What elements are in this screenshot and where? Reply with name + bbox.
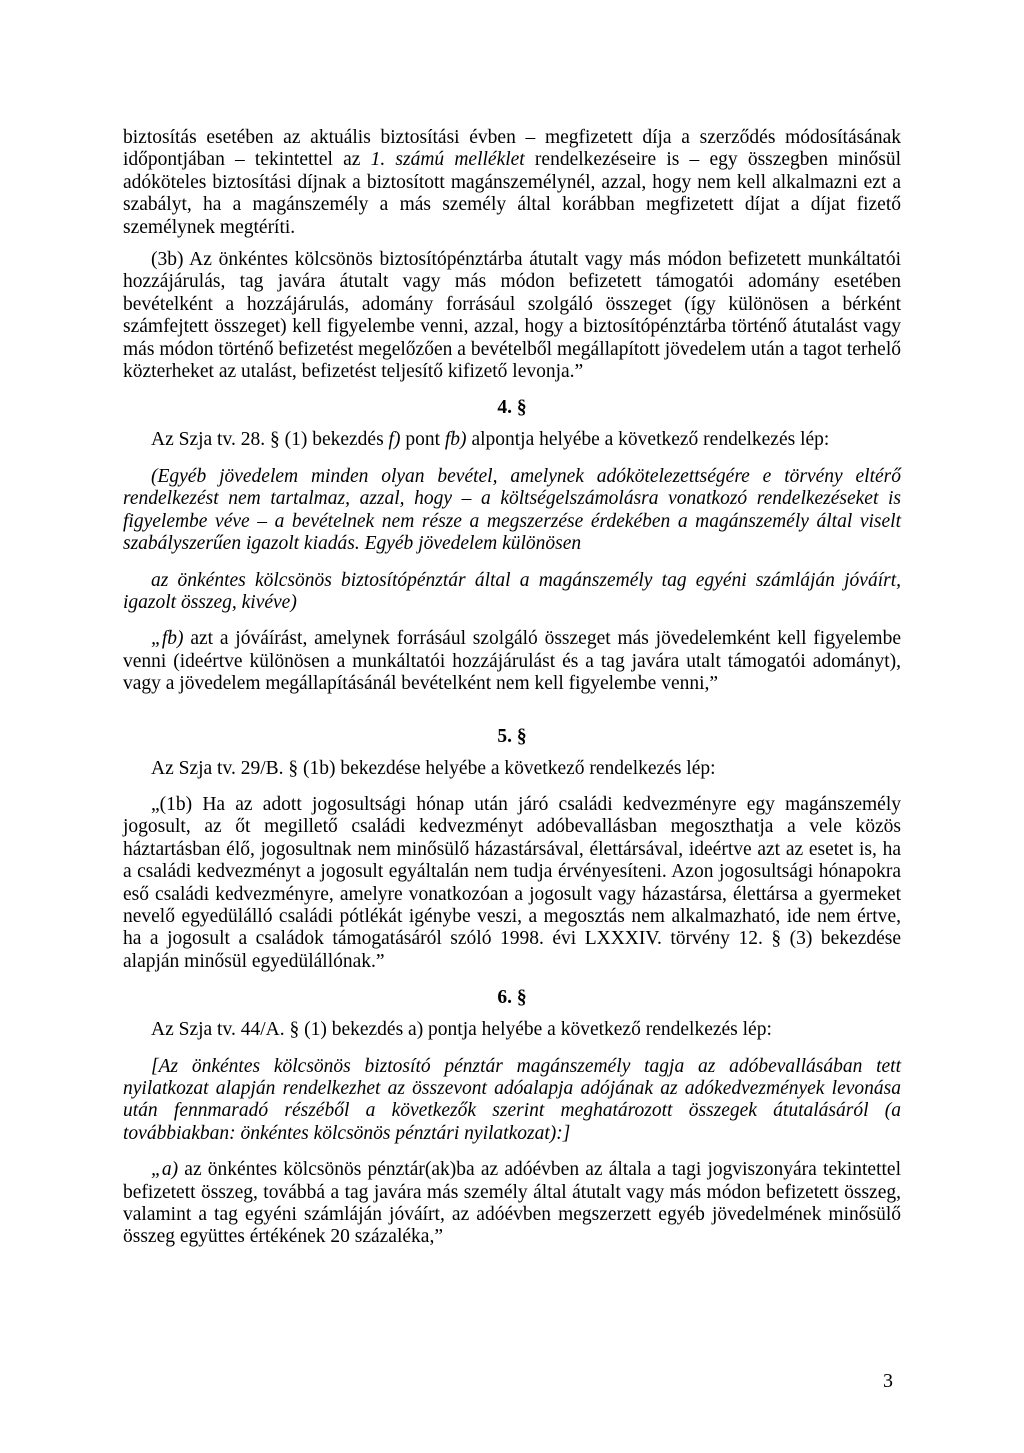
paragraph-3b: (3b) Az önkéntes kölcsönös biztosítópénztárba átutalt vagy más módon befizetett munkáltatói hozzájárulás, tag javára átutalt vagy más módon befizetett támogatói adomány esetében bevételként a hozzájárulás, adomány forrásául szolgáló összeget (így különösen a bérként számfejtett összeget) kell figyelembe venni, azzal, hogy a biztosítópénztárba történő átutalást vagy más módon történő befizetést megelőzően a bevételből megállapított jövedelem után a tagot terhelő közterheket az utalást, befizetést teljesítő kifizető levonja.”	[123, 249, 901, 383]
amended-point-fb: „fb) azt a jóváírást, amelynek forrásául szolgáló összeget más jövedelemként kell figyelembe venni (ideértve különösen a munkáltatói hozzájárulást és a tag javára utalt támogatói adományt), vagy a jövedelem megállapításánál bevételként nem kell figyelembe venni,”	[123, 628, 901, 695]
context-paragraph-fund-credit: az önkéntes kölcsönös biztosítópénztár által a magánszemély tag egyéni számláján jóváírt, igazolt összeg, kivéve)	[123, 569, 901, 613]
annex-reference: 1. számú melléklet	[370, 149, 525, 171]
paragraph-continuation: biztosítás esetében az aktuális biztosítási évben – megfizetett díja a szerződés módosításának időpontjában – tekintettel az 1. számú melléklet rendelkezéseire is – egy összegben minősül adóköteles biztosítási díjnak a biztosított magánszemélynél, azzal, hogy nem kell alkalmazni ezt a szabályt, ha a magánszemély a más személy által korábban megfizetett díjat a díjat fizető személynek megtéríti.	[123, 127, 901, 238]
amended-paragraph-1b: „(1b) Ha az adott jogosultsági hónap után járó családi kedvezményre egy magánszemély jogosult, az őt megillető családi kedvezményt adóbevallásban megoszthatja a vele közös háztartásban élő, jogosultnak nem minősülő házastársával, élettársával, ideértve azt az esetet is, ha a családi kedvezményt a jogosult egyáltalán nem tudja érvényesíteni. Azon jogosultsági hónapokra eső családi kedvezményre, amelyre vonatkozóan a jogosult vagy házastársa, élettársa a gyermeket nevelő egyedülálló családi pótlékát igénybe veszi, a megosztás nem alkalmazható, ide nem értve, ha a jogosult a családok támogatásáról szóló 1998. évi LXXXIV. törvény 12. § (3) bekezdése alapján minősül egyedülállónak.”	[123, 793, 901, 972]
amendment-intro-44a: Az Szja tv. 44/A. § (1) bekezdés a) pontja helyébe a következő rendelkezés lép:	[151, 1019, 772, 1041]
section-heading-4: 4. §	[497, 397, 527, 419]
section-heading-6: 6. §	[497, 987, 527, 1009]
context-paragraph-other-income: (Egyéb jövedelem minden olyan bevétel, amelynek adókötelezettségére e törvény eltérő rendelkezést nem tartalmaz, azzal, hogy – a költségelszámolásra vonatkozó rendelkezéseket is figyelembe véve – a bevételnek nem része a megszerzése érdekében a magánszemély által viselt szabályszerűen igazolt kiadás. Egyéb jövedelem különösen	[123, 465, 901, 555]
page-number: 3	[883, 1370, 893, 1392]
document-body	[123, 127, 901, 1249]
section-heading-5: 5. §	[497, 725, 527, 747]
amendment-intro-29b: Az Szja tv. 29/B. § (1b) bekezdése helyébe a következő rendelkezés lép:	[151, 757, 716, 779]
context-paragraph-fund-declaration: [Az önkéntes kölcsönös biztosító pénztár magánszemély tagja az adóbevallásában tett nyilatkozat alapján rendelkezhet az összevont adóalapja adójának az adókedvezmények levonása után fennmaradó részéből a következők szerint meghatározott összegek átutalásáról (a továbbiakban: önkéntes kölcsönös pénztári nyilatkozat):]	[123, 1055, 901, 1144]
amendment-intro-28: Az Szja tv. 28. § (1) bekezdés f) pont fb) alpontja helyébe a következő rendelkezés lép:	[151, 429, 830, 451]
amended-point-a: „a) az önkéntes kölcsönös pénztár(ak)ba az adóévben az általa a tagi jogviszonyára tekintettel befizetett összeg, továbbá a tag javára más személy által átutalt vagy más módon befizetett összeg, valamint a tag egyéni számláján jóváírt, az adóévben megszerzett egyéb jövedelmének minősülő összeg együttes értékének 20 százaléka,”	[123, 1159, 901, 1248]
